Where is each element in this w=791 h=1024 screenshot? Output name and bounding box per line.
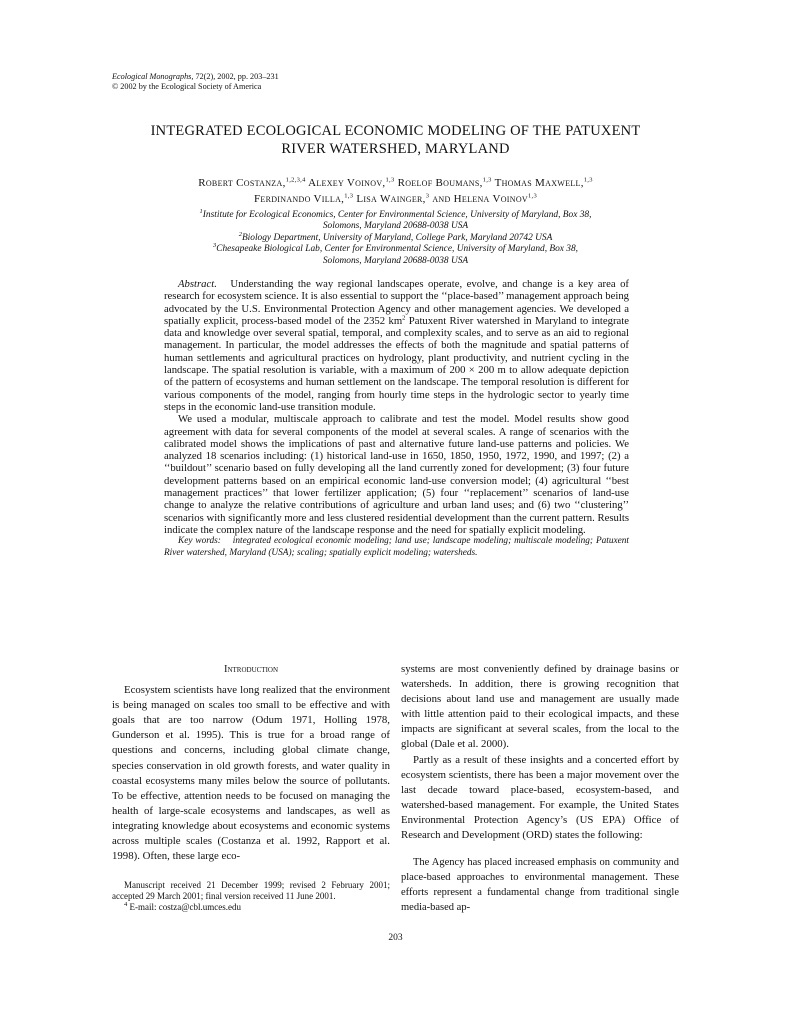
affiliation-3 — [110, 244, 681, 255]
title-line-2: RIVER WATERSHED, MARYLAND — [281, 141, 510, 157]
article-title — [110, 122, 681, 158]
body-paragraph: Partly as a result of these insights and a concerted effort by ecosystem scientists, there has been a major movement over the last decade toward place-based, ecosystem-based, and watershed-based management. For example, the United States Environmental Protection Agency’s (US EPA) Office of Research and Development (ORD) states the following: — [401, 753, 679, 842]
footnote-marker: 4 — [124, 901, 128, 908]
affiliation-marker: 2 — [238, 230, 242, 238]
footnote-email-text: E-mail: costza@cbl.umces.edu — [127, 902, 241, 912]
affiliation-marker: 3 — [212, 242, 217, 250]
affiliation-text: Institute for Ecological Economics, Center for Environmental Science, University of Maryland, Box 38, — [202, 210, 592, 220]
author: Lisa Wainger, — [356, 193, 426, 205]
author: Robert Costanza, — [198, 177, 286, 189]
title-line-1: INTEGRATED ECOLOGICAL ECONOMIC MODELING OF THE PATUXENT — [150, 123, 641, 139]
section-heading-introduction: Introduction — [223, 664, 279, 675]
journal-header — [112, 72, 279, 92]
abstract-label: Abstract. — [178, 278, 217, 290]
abstract-paragraph-1 — [164, 278, 629, 413]
affiliation-marker: 1 — [199, 207, 203, 215]
abstract-paragraph-2: We used a modular, multiscale approach to calibrate and test the model. Model results show good agreement with data for several components of the model at several scales. A range of scenarios with the calibrated model shows the implications of past and alternative future land-use patterns and policies. We analyzed 18 scenarios including: (1) historical land-use in 1650, 1850, 1950, 1972, 1990, and 1997; (2) a ‘‘buildout’’ scenario based on fully developing all the land currently zoned for development; (3) four future development patterns based on an empirical economic land-use conversion model; (4) agricultural ‘‘best management practices’’ that lower fertilizer application; (5) four ‘‘replacement’’ scenarios of land-use change to analyze the relative contributions of agriculture and urban land uses; and (6) two ‘‘clustering’’ scenarios with significantly more and less clustered residential development than the current pattern. Results indicate the complex nature of the landscape response and the need for spatially explicit modeling. — [164, 413, 629, 536]
affiliation-3-cont: Solomons, Maryland 20688-0038 USA — [322, 255, 469, 266]
right-column — [401, 662, 679, 916]
keywords-text: integrated ecological economic modeling; land use; landscape modeling; multiscale modeling; Patuxent River watershed, Maryland (USA); scaling; spatially explicit modeling; watersheds. — [164, 536, 630, 558]
affiliation-1 — [110, 207, 681, 221]
body-paragraph: systems are most conveniently defined by drainage basins or watersheds. In addition, there is growing recognition that decisions about land use and management are usually made with little attention paid to their ecological impacts, and these impacts are significant at several scales, from the local to the global (Dale et al. 2000). — [401, 663, 679, 751]
affiliations — [110, 207, 681, 267]
author-affiliation-marker: 1,3 — [527, 192, 537, 200]
abstract — [164, 278, 629, 559]
journal-copyright: © 2002 by the Ecological Society of America — [112, 82, 262, 91]
author: Ferdinando Villa, — [253, 193, 345, 205]
author-affiliation-marker: 1,3 — [482, 176, 492, 184]
affiliation-text: Biology Department, University of Maryland, College Park, Maryland 20742 USA — [241, 232, 553, 243]
affiliation-text: Chesapeake Biological Lab, Center for Environmental Science, University of Maryland, Box 38, — [216, 244, 579, 255]
left-column — [112, 662, 390, 864]
author: Roelof Boumans, — [397, 177, 483, 189]
author-affiliation-marker: 1,3 — [385, 176, 395, 184]
affiliation-1-cont: Solomons, Maryland 20688-0038 USA — [322, 221, 469, 232]
journal-name: Ecological Monographs, — [112, 72, 194, 81]
abstract-text: Understanding the way regional landscapes operate, evolve, and change is a key area of research for ecosystem science. It is also essential to support the ‘‘place-based’’ management approach being advocated by the U.S. Environmental Protection Agency and other management agencies. We developed a spatially explicit, process-based model of the 2352 km — [164, 278, 630, 327]
footnote-email — [112, 902, 390, 913]
footnote-received: Manuscript received 21 December 1999; revised 2 February 2001; accepted 29 March 2001; final version received 11 June 2001. — [112, 880, 390, 901]
author: Alexey Voinov, — [308, 177, 386, 189]
superscript: 2 — [402, 314, 406, 322]
author-list — [110, 175, 681, 207]
abstract-text: Patuxent River watershed in Maryland to integrate data and knowledge over several spatial, temporal, and complexity scales, and to serve as an aid to regional management. In particular, the model addresses the effects of both the magnitude and spatial patterns of human settlements and agricultural practices on hydrology, plant productivity, and nutrient cycling in the landscape. The spatial resolution is variable, with a maximum of 200 × 200 m to allow adequate depiction of the pattern of ecosystems and human settlement on the landscape. The temporal resolution is different for various components of the model, ranging from hourly time steps in the hydrologic sector to yearly time steps in the economic land-use transition module. — [164, 314, 629, 413]
body-paragraph: Ecosystem scientists have long realized that the environment is being managed on scales too small to be effective and with goals that are too narrow (Odum 1971, Holling 1978, Gunderson et al. 1995). This is true for a broad range of questions and concerns, including global climate change, species conservation in old growth forests, and water quality in coastal ecosystems many miles below the source of pollutants. To be effective, attention needs to be focused on managing the health of large-scale ecosystems and landscapes, as well as integrating knowledge about ecosystems and economic systems across multiple scales (Costanza et al. 1992, Rapport et al. 1998). Often, these large eco- — [112, 684, 390, 863]
author: Thomas Maxwell, — [494, 177, 584, 189]
author-affiliation-marker: 1,3 — [583, 176, 593, 184]
keywords-label: Key words: — [178, 536, 221, 547]
footnotes — [112, 880, 390, 913]
author-affiliation-marker: 1,3 — [344, 192, 354, 200]
keywords — [164, 536, 629, 559]
page-number: 203 — [388, 933, 403, 943]
author-affiliation-marker: 3 — [425, 192, 430, 200]
author-affiliation-marker: 1,2,3,4 — [285, 176, 306, 184]
affiliation-2 — [110, 230, 681, 244]
block-quote: The Agency has placed increased emphasis on community and place-based approaches to environmental management. These efforts represent a fundamental change from traditional single media-based ap- — [401, 857, 679, 914]
journal-citation: 72(2), 2002, pp. 203–231 — [195, 72, 279, 81]
author: and Helena Voinov — [432, 193, 528, 205]
